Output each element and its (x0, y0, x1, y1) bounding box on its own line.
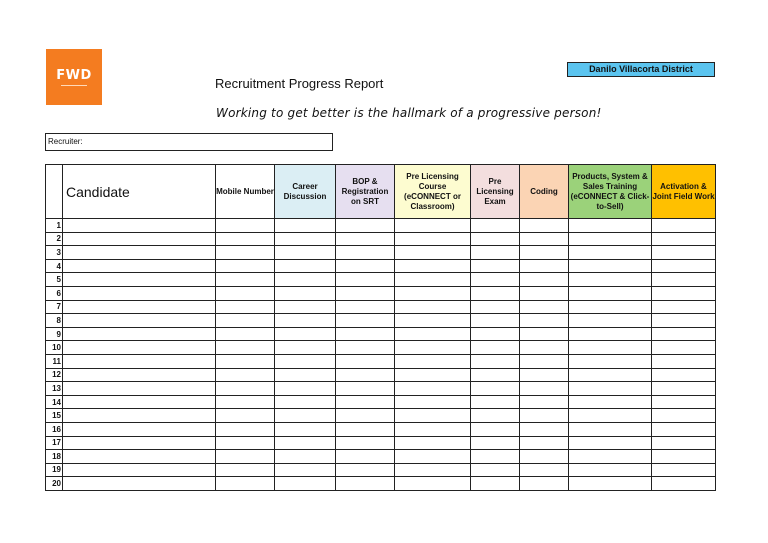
table-cell[interactable] (63, 259, 216, 273)
table-cell[interactable] (63, 232, 216, 246)
table-cell[interactable] (471, 300, 520, 314)
table-cell[interactable] (569, 477, 652, 491)
table-cell[interactable] (216, 246, 275, 260)
row-number: 18 (46, 450, 63, 464)
table-cell[interactable] (520, 314, 569, 328)
table-cell[interactable] (569, 354, 652, 368)
table-cell[interactable] (216, 354, 275, 368)
table-cell[interactable] (336, 395, 395, 409)
table-row (46, 395, 716, 409)
table-cell[interactable] (275, 477, 336, 491)
table-cell[interactable] (520, 232, 569, 246)
table-cell[interactable] (336, 219, 395, 233)
table-cell[interactable] (63, 246, 216, 260)
row-number: 2 (46, 232, 63, 246)
table-cell[interactable] (520, 450, 569, 464)
table-header-row (46, 165, 716, 219)
table-cell[interactable] (336, 246, 395, 260)
table-cell[interactable] (569, 382, 652, 396)
motto-text: Working to get better is the hallmark of a progressive person! (216, 106, 602, 120)
table-cell[interactable] (520, 327, 569, 341)
table-cell[interactable] (652, 341, 716, 355)
table-cell[interactable] (471, 219, 520, 233)
table-cell[interactable] (216, 409, 275, 423)
table-cell[interactable] (652, 368, 716, 382)
table-cell[interactable] (395, 368, 471, 382)
row-number: 20 (46, 477, 63, 491)
table-cell[interactable] (395, 477, 471, 491)
row-number: 17 (46, 436, 63, 450)
table-cell[interactable] (63, 327, 216, 341)
row-number: 11 (46, 354, 63, 368)
table-cell[interactable] (275, 273, 336, 287)
table-row (46, 436, 716, 450)
table-cell[interactable] (471, 477, 520, 491)
table-cell[interactable] (395, 409, 471, 423)
table-cell[interactable] (275, 286, 336, 300)
table-cell[interactable] (471, 273, 520, 287)
table-cell[interactable] (569, 463, 652, 477)
table-cell[interactable] (275, 219, 336, 233)
table-cell[interactable] (471, 232, 520, 246)
table-cell[interactable] (275, 463, 336, 477)
table-cell[interactable] (520, 436, 569, 450)
table-cell[interactable] (216, 219, 275, 233)
table-cell[interactable] (275, 300, 336, 314)
table-cell[interactable] (336, 436, 395, 450)
table-cell[interactable] (336, 450, 395, 464)
table-cell[interactable] (275, 232, 336, 246)
table-cell[interactable] (336, 327, 395, 341)
table-cell[interactable] (471, 395, 520, 409)
row-number: 1 (46, 219, 63, 233)
table-cell[interactable] (652, 300, 716, 314)
table-cell[interactable] (395, 232, 471, 246)
row-number: 8 (46, 314, 63, 328)
row-number: 6 (46, 286, 63, 300)
fwd-logo (46, 49, 102, 105)
table-cell[interactable] (395, 286, 471, 300)
row-number: 19 (46, 463, 63, 477)
table-cell[interactable] (395, 273, 471, 287)
table-cell[interactable] (63, 341, 216, 355)
table-cell[interactable] (63, 422, 216, 436)
column-header: Pre Licensing Course (eCONNECT or Classroom) (395, 165, 471, 219)
table-cell[interactable] (520, 273, 569, 287)
table-cell[interactable] (63, 436, 216, 450)
table-cell[interactable] (63, 219, 216, 233)
row-number: 12 (46, 368, 63, 382)
row-number: 10 (46, 341, 63, 355)
table-row (46, 259, 716, 273)
table-cell[interactable] (520, 286, 569, 300)
table-cell[interactable] (275, 246, 336, 260)
table-cell[interactable] (395, 246, 471, 260)
table-cell[interactable] (395, 450, 471, 464)
table-cell[interactable] (471, 463, 520, 477)
logo-text: FWD (56, 67, 92, 83)
table-cell[interactable] (652, 327, 716, 341)
table-row (46, 382, 716, 396)
table-row (46, 327, 716, 341)
recruiter-field[interactable] (45, 133, 333, 151)
table-cell[interactable] (520, 477, 569, 491)
table-cell[interactable] (471, 246, 520, 260)
row-number: 4 (46, 259, 63, 273)
table-row (46, 219, 716, 233)
column-header: Pre Licensing Exam (471, 165, 520, 219)
table-cell[interactable] (216, 382, 275, 396)
table-cell[interactable] (520, 463, 569, 477)
table-cell[interactable] (520, 246, 569, 260)
row-number: 16 (46, 422, 63, 436)
table-cell[interactable] (275, 382, 336, 396)
table-cell[interactable] (216, 436, 275, 450)
table-cell[interactable] (520, 259, 569, 273)
column-header (46, 165, 63, 219)
row-number: 14 (46, 395, 63, 409)
table-cell[interactable] (471, 314, 520, 328)
table-cell[interactable] (63, 477, 216, 491)
table-row (46, 409, 716, 423)
table-cell[interactable] (275, 259, 336, 273)
column-header: Activation & Joint Field Work (652, 165, 716, 219)
table-cell[interactable] (520, 409, 569, 423)
table-cell[interactable] (336, 232, 395, 246)
table-cell[interactable] (216, 341, 275, 355)
progress-table (45, 164, 716, 491)
table-cell[interactable] (216, 273, 275, 287)
table-row (46, 246, 716, 260)
table-cell[interactable] (275, 422, 336, 436)
table-cell[interactable] (652, 382, 716, 396)
table-cell[interactable] (63, 368, 216, 382)
table-cell[interactable] (275, 395, 336, 409)
column-header: BOP & Registration on SRT (336, 165, 395, 219)
table-cell[interactable] (520, 368, 569, 382)
table-cell[interactable] (336, 354, 395, 368)
table-cell[interactable] (652, 422, 716, 436)
row-number: 15 (46, 409, 63, 423)
logo-underline (61, 85, 87, 86)
table-row (46, 368, 716, 382)
table-cell[interactable] (652, 246, 716, 260)
table-cell[interactable] (336, 259, 395, 273)
table-row (46, 354, 716, 368)
table-cell[interactable] (652, 354, 716, 368)
table-cell[interactable] (569, 300, 652, 314)
table-cell[interactable] (395, 259, 471, 273)
table-cell[interactable] (569, 246, 652, 260)
table-cell[interactable] (275, 368, 336, 382)
table-cell[interactable] (520, 341, 569, 355)
row-number: 3 (46, 246, 63, 260)
table-cell[interactable] (395, 436, 471, 450)
column-header: Coding (520, 165, 569, 219)
table-row (46, 300, 716, 314)
table-cell[interactable] (275, 314, 336, 328)
table-cell[interactable] (395, 463, 471, 477)
table-cell[interactable] (216, 232, 275, 246)
table-cell[interactable] (520, 395, 569, 409)
district-badge: Danilo Villacorta District (567, 62, 715, 77)
table-cell[interactable] (63, 463, 216, 477)
table-cell[interactable] (569, 436, 652, 450)
table-cell[interactable] (395, 395, 471, 409)
table-cell[interactable] (395, 314, 471, 328)
table-row (46, 422, 716, 436)
table-row (46, 232, 716, 246)
table-cell[interactable] (652, 395, 716, 409)
table-cell[interactable] (336, 422, 395, 436)
table-cell[interactable] (471, 341, 520, 355)
table-cell[interactable] (569, 286, 652, 300)
table-cell[interactable] (216, 450, 275, 464)
table-cell[interactable] (336, 341, 395, 355)
table-cell[interactable] (569, 314, 652, 328)
table-cell[interactable] (63, 314, 216, 328)
table-cell[interactable] (63, 300, 216, 314)
table-cell[interactable] (652, 314, 716, 328)
table-body (46, 219, 716, 491)
table-cell[interactable] (569, 327, 652, 341)
table-cell[interactable] (336, 314, 395, 328)
table-cell[interactable] (275, 436, 336, 450)
table-cell[interactable] (652, 232, 716, 246)
table-cell[interactable] (395, 422, 471, 436)
table-cell[interactable] (63, 409, 216, 423)
table-cell[interactable] (471, 354, 520, 368)
table-cell[interactable] (471, 286, 520, 300)
table-row (46, 341, 716, 355)
table-cell[interactable] (652, 286, 716, 300)
table-cell[interactable] (395, 354, 471, 368)
table-cell[interactable] (336, 286, 395, 300)
table-cell[interactable] (395, 341, 471, 355)
table-cell[interactable] (336, 300, 395, 314)
table-cell[interactable] (336, 477, 395, 491)
table-cell[interactable] (275, 450, 336, 464)
row-number: 5 (46, 273, 63, 287)
row-number: 7 (46, 300, 63, 314)
table-cell[interactable] (395, 327, 471, 341)
row-number: 13 (46, 382, 63, 396)
table-cell[interactable] (520, 422, 569, 436)
table-cell[interactable] (652, 450, 716, 464)
column-header: Career Discussion (275, 165, 336, 219)
table-cell[interactable] (569, 450, 652, 464)
table-cell[interactable] (569, 232, 652, 246)
recruiter-label: Recruiter: (48, 137, 83, 146)
table-cell[interactable] (395, 219, 471, 233)
table-cell[interactable] (652, 409, 716, 423)
table-cell[interactable] (471, 259, 520, 273)
table-cell[interactable] (216, 286, 275, 300)
column-header: Products, System & Sales Training (eCONNECT & Click-to-Sell) (569, 165, 652, 219)
table-cell[interactable] (471, 436, 520, 450)
table-cell[interactable] (652, 477, 716, 491)
table-cell[interactable] (652, 273, 716, 287)
table-cell[interactable] (569, 273, 652, 287)
table-cell[interactable] (520, 354, 569, 368)
table-cell[interactable] (275, 409, 336, 423)
table-cell[interactable] (336, 463, 395, 477)
table-cell[interactable] (275, 354, 336, 368)
table-cell[interactable] (336, 368, 395, 382)
table-cell[interactable] (652, 219, 716, 233)
table-cell[interactable] (395, 382, 471, 396)
table-cell[interactable] (569, 219, 652, 233)
table-cell[interactable] (520, 382, 569, 396)
table-cell[interactable] (63, 286, 216, 300)
table-cell[interactable] (63, 382, 216, 396)
table-cell[interactable] (275, 341, 336, 355)
column-header: Mobile Number (216, 165, 275, 219)
table-cell[interactable] (471, 450, 520, 464)
table-cell[interactable] (216, 422, 275, 436)
table-cell[interactable] (395, 300, 471, 314)
table-cell[interactable] (520, 300, 569, 314)
table-cell[interactable] (520, 219, 569, 233)
table-cell[interactable] (471, 422, 520, 436)
table-cell[interactable] (63, 273, 216, 287)
table-cell[interactable] (471, 327, 520, 341)
table-cell[interactable] (275, 327, 336, 341)
table-cell[interactable] (336, 409, 395, 423)
row-number: 9 (46, 327, 63, 341)
column-header-candidate: Candidate (63, 165, 216, 219)
table-cell[interactable] (216, 327, 275, 341)
table-cell[interactable] (569, 395, 652, 409)
table-cell[interactable] (569, 259, 652, 273)
table-cell[interactable] (652, 436, 716, 450)
table-cell[interactable] (336, 273, 395, 287)
table-cell[interactable] (471, 382, 520, 396)
table-row (46, 314, 716, 328)
table-cell[interactable] (569, 422, 652, 436)
table-cell[interactable] (336, 382, 395, 396)
table-cell[interactable] (216, 314, 275, 328)
table-cell[interactable] (216, 368, 275, 382)
page-title: Recruitment Progress Report (215, 76, 384, 91)
table-cell[interactable] (216, 395, 275, 409)
table-row (46, 286, 716, 300)
table-row (46, 450, 716, 464)
table-row (46, 273, 716, 287)
table-cell[interactable] (569, 368, 652, 382)
table-cell[interactable] (471, 409, 520, 423)
table-cell[interactable] (216, 300, 275, 314)
table-cell[interactable] (216, 477, 275, 491)
table-cell[interactable] (569, 409, 652, 423)
table-row (46, 477, 716, 491)
table-cell[interactable] (471, 368, 520, 382)
table-cell[interactable] (216, 259, 275, 273)
table-cell[interactable] (216, 463, 275, 477)
table-cell[interactable] (63, 354, 216, 368)
table-row (46, 463, 716, 477)
table-cell[interactable] (63, 395, 216, 409)
table-cell[interactable] (652, 259, 716, 273)
table-cell[interactable] (63, 450, 216, 464)
table-cell[interactable] (569, 341, 652, 355)
table-cell[interactable] (652, 463, 716, 477)
